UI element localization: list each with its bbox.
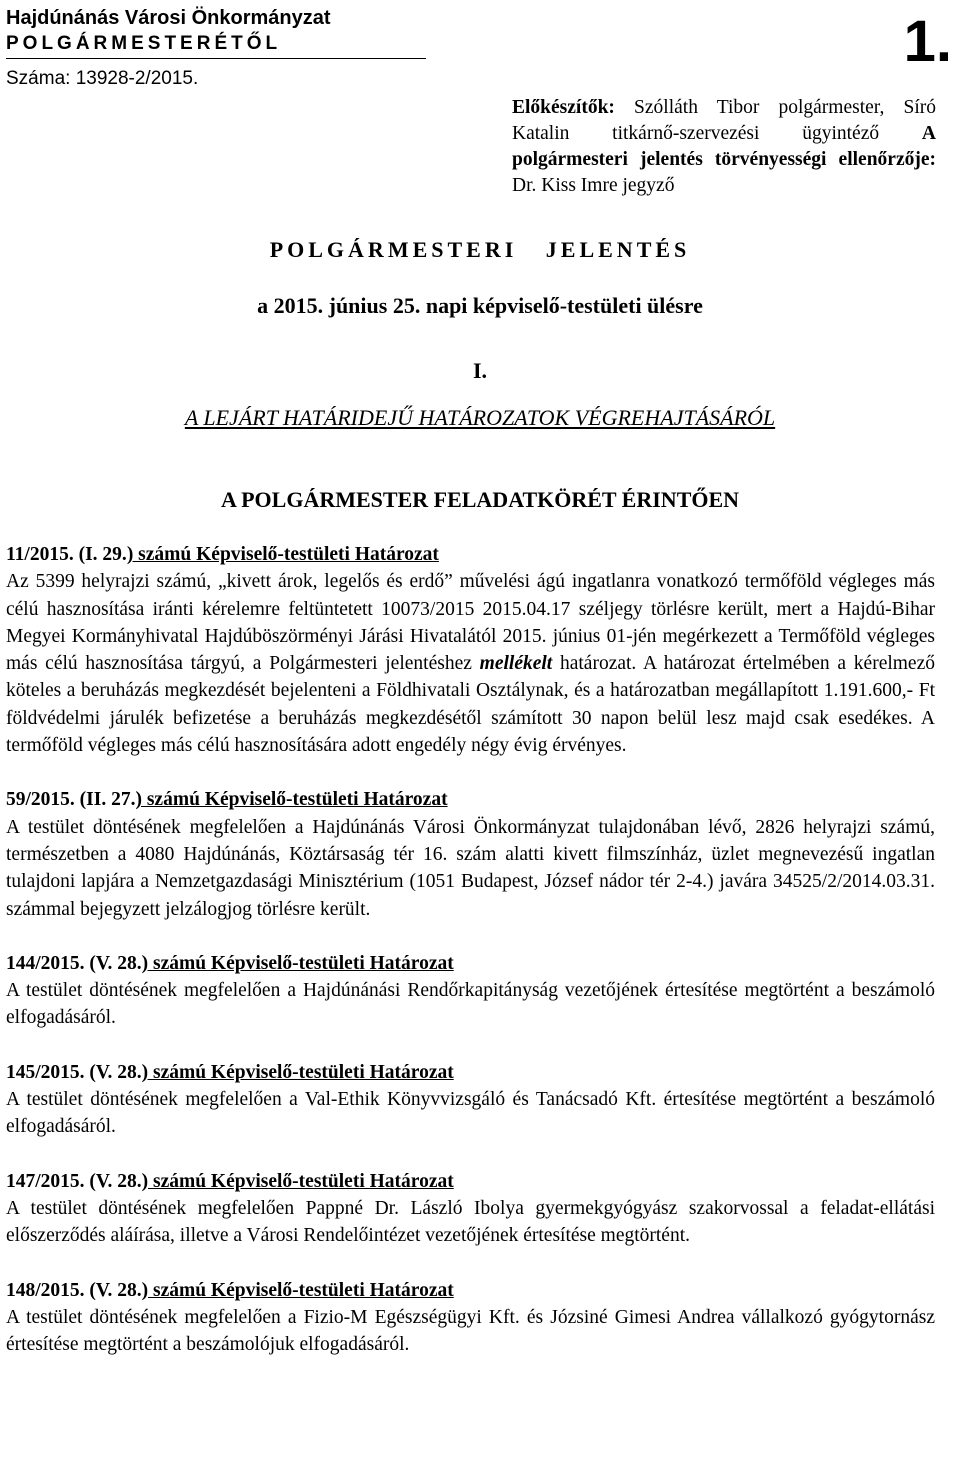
resolution-ref: 147/2015. (V. 28. [6, 1170, 142, 1192]
org-department: POLGÁRMESTERÉTŐL [6, 33, 282, 54]
preparers-label: Előkészítők: [512, 97, 615, 118]
resolution-title: ) számú Képviselő-testületi Határozat [141, 1170, 454, 1192]
section-number: I. [472, 358, 488, 383]
resolution-title: ) számú Képviselő-testületi Határozat [141, 1061, 454, 1083]
resolution-heading [6, 1059, 935, 1086]
resolution-text: A testület döntésének megfelelően Pappné Dr. László Ibolya gyermekgyógyász szakorvossal a feladat-ellátási előszerződés aláírása, illetve a Városi Rendelőintézet vezetőjének értesítése megtörtént. [6, 1197, 935, 1247]
resolution-title: ) számú Képviselő-testületi Határozat [126, 544, 439, 565]
resolution-heading [6, 1277, 935, 1304]
resolution-title: ) számú Képviselő-testületi Határozat [141, 1279, 454, 1301]
document-number: Száma: 13928-2/2015. [6, 68, 199, 89]
legality-reviewer-label: A polgármesteri jelentés törvényességi ellenőrzője: [512, 123, 936, 170]
legality-reviewer-name: Dr. Kiss Imre jegyző [512, 175, 675, 196]
resolution-entry [6, 786, 935, 922]
preparers-names: Szólláth Tibor polgármester, Síró Katalin titkárnő-szervezési ügyintéző [512, 97, 936, 144]
resolution-heading [6, 786, 935, 813]
resolution-ref: 59/2015. (II. 27. [6, 789, 136, 811]
report-subtitle: a 2015. június 25. napi képviselő-testületi ülésre [257, 293, 703, 318]
resolution-text [6, 568, 935, 759]
org-header [6, 5, 426, 59]
agenda-item-number: 1. [903, 9, 952, 74]
section-title: A LEJÁRT HATÁRIDEJŰ HATÁROZATOK VÉGREHAJTÁSÁRÓL [184, 405, 776, 430]
resolution-entry [6, 541, 935, 759]
resolution-list [6, 541, 935, 1385]
resolution-heading [6, 950, 935, 977]
preparers-block [512, 95, 936, 199]
resolution-title: ) számú Képviselő-testületi Határozat [141, 952, 454, 974]
resolution-ref: 11/2015. (I. 29. [6, 544, 127, 565]
section-subtitle: A POLGÁRMESTER FELADATKÖRÉT ÉRINTŐEN [220, 487, 740, 512]
org-name: Hajdúnánás Városi Önkormányzat [6, 7, 331, 29]
resolution-ref: 148/2015. (V. 28. [6, 1279, 142, 1301]
resolution-text-part: Az 5399 helyrajzi számú, „kivett árok, legelős és erdő” művelési ágú ingatlanra vonatkozó termőföld végleges más célú hasznosítása iránti kérelemre feltüntetett 10073/2015 2015.04.17 széljegy törlésre került, mert a Hajdú-Bihar Megyei Kormányhivatal Hajdúböszörményi Járási Hivatalától 2015. június 01-jén megérkezett a Termőföld végleges más célú hasznosítása tárgyú, a Polgármesteri jelentéshez [6, 571, 935, 675]
resolution-text: A testület döntésének megfelelően a Hajdúnánás Városi Önkormányzat tulajdonában lévő, 2826 helyrajzi számú, természetben a 4080 Hajdúnánás, Köztársaság tér 16. szám alatti kivett filmszínház, üzlet megnevezésű ingatlan tulajdoni lapjára a Nemzetgazdasági Minisztérium (1051 Budapest, József nádor tér 2-4.) javára 34525/2/2014.03.31. számmal bejegyzett jelzálogjog törlésre került. [6, 816, 935, 920]
report-title: POLGÁRMESTERI JELENTÉS [269, 237, 691, 262]
resolution-entry [6, 1277, 935, 1359]
resolution-text: A testület döntésének megfelelően a Hajdúnánási Rendőrkapitányság vezetőjének értesítése megtörtént a beszámoló elfogadásáról. [6, 980, 935, 1029]
resolution-text-part: határozat. A határozat értelmében a kérelmező köteles a beruházás megkezdését bejelenteni a Földhivatali Osztálynak, és a határozatban megállapított 1.191.600,- Ft földvédelmi járulék befizetése a beruházás megkezdésétől számított 30 napon belül lesz majd csak esedékes. A termőföld végleges más célú hasznosítására adott engedély négy évig érvényes. [6, 653, 935, 757]
resolution-heading [6, 1168, 935, 1195]
resolution-title: ) számú Képviselő-testületi Határozat [135, 789, 448, 811]
resolution-heading [6, 541, 935, 568]
resolution-entry [6, 950, 935, 1032]
resolution-entry [6, 1168, 935, 1250]
emphasis-word: mellékelt [479, 653, 553, 675]
resolution-text: A testület döntésének megfelelően a Fizio-M Egészségügyi Kft. és Józsiné Gimesi Andrea vállalkozó gyógytornász értesítése megtörtént a beszámolójuk elfogadásáról. [6, 1306, 935, 1356]
resolution-text: A testület döntésének megfelelően a Val-Ethik Könyvvizsgáló és Tanácsadó Kft. értesítése megtörtént a beszámoló elfogadásáról. [6, 1089, 935, 1138]
resolution-entry [6, 1059, 935, 1141]
resolution-ref: 144/2015. (V. 28. [6, 952, 142, 974]
resolution-ref: 145/2015. (V. 28. [6, 1061, 142, 1083]
